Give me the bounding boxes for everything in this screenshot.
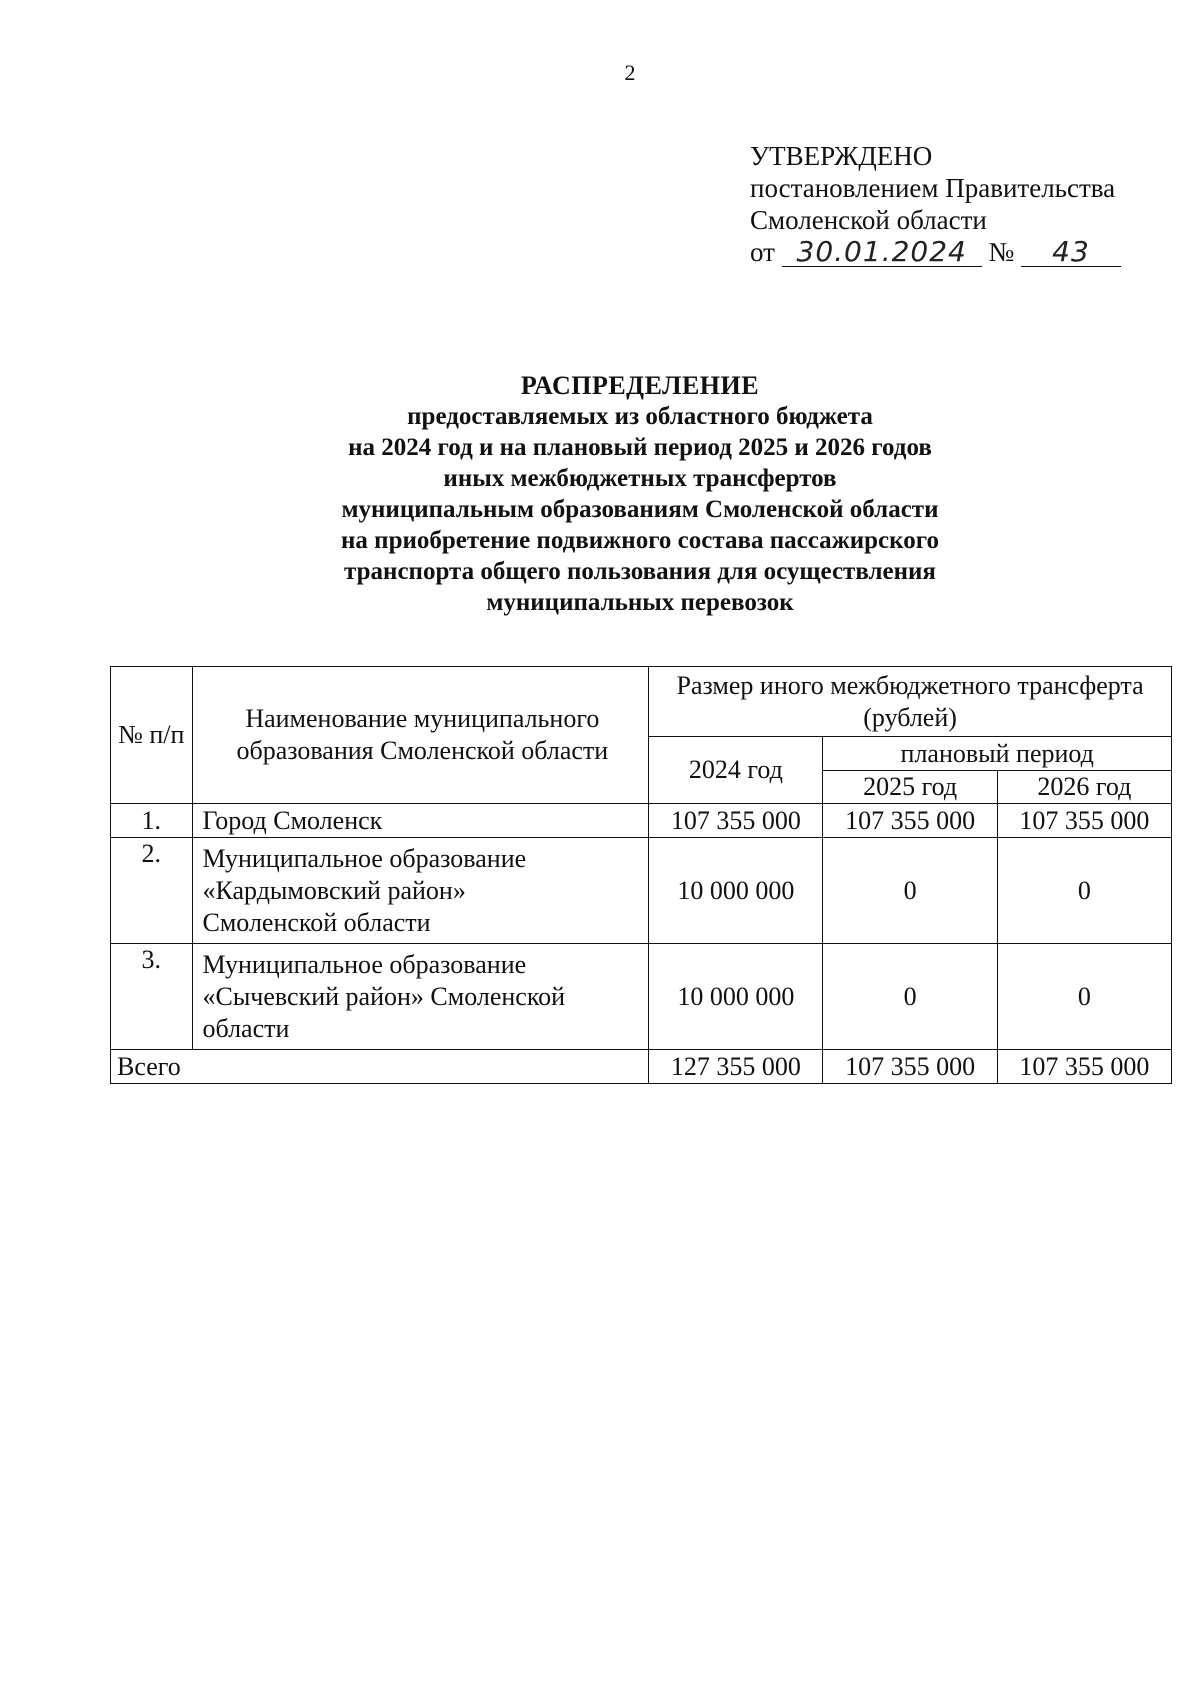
- row-name-line: «Сычевский район» Смоленской: [202, 981, 566, 1011]
- approval-stamp: [750, 140, 1121, 268]
- total-label: Всего: [111, 1050, 649, 1084]
- title-heading: РАСПРЕДЕЛЕНИЕ: [520, 371, 760, 400]
- row-name-line: области: [202, 1013, 290, 1043]
- title-line: иных межбюджетных трансфертов: [443, 465, 837, 492]
- title-line: муниципальных перевозок: [486, 589, 794, 616]
- title-line: на приобретение подвижного состава пассажирского: [341, 527, 939, 554]
- header-year-2026: 2026 год: [997, 771, 1171, 804]
- row-value-2024: 10 000 000: [649, 838, 823, 944]
- total-value-2026: 107 355 000: [997, 1050, 1171, 1084]
- row-value-2025: 0: [823, 838, 997, 944]
- row-name-line: Муниципальное образование: [202, 843, 527, 873]
- row-num: 1.: [111, 804, 193, 838]
- table-row: [111, 838, 1172, 944]
- row-name-line: «Кардымовский район»: [202, 875, 466, 905]
- row-value-2026: 0: [997, 838, 1171, 944]
- page-number: 2: [624, 60, 636, 85]
- total-row: [111, 1050, 1172, 1084]
- header-year-2024: 2024 год: [649, 737, 823, 804]
- row-value-2026: 0: [997, 944, 1171, 1050]
- approval-title: УТВЕРЖДЕНО: [750, 141, 933, 171]
- row-name-line: Муниципальное образование: [202, 949, 527, 979]
- row-value-2026: 107 355 000: [997, 804, 1171, 838]
- row-name-line: Смоленской области: [202, 907, 431, 937]
- table-row: [111, 944, 1172, 1050]
- title-line: на 2024 год и на плановый период 2025 и 2026 годов: [348, 434, 932, 461]
- header-planning-period: плановый период: [823, 737, 1172, 771]
- header-year-2025: 2025 год: [823, 771, 997, 804]
- title-line: транспорта общего пользования для осуществления: [344, 558, 936, 585]
- document-title: [280, 370, 1000, 618]
- date-prefix: от: [750, 237, 775, 267]
- row-name: [192, 804, 649, 838]
- total-value-2024: 127 355 000: [649, 1050, 823, 1084]
- distribution-table: [110, 666, 1172, 1084]
- row-value-2025: 0: [823, 944, 997, 1050]
- handwritten-number: 43: [1021, 238, 1121, 267]
- number-sign: №: [988, 237, 1015, 267]
- approval-date-line: [750, 236, 1121, 268]
- row-num: 3.: [111, 944, 193, 1050]
- approval-line-2: постановлением Правительства: [750, 173, 1116, 203]
- row-name: [192, 838, 649, 944]
- row-name: [192, 944, 649, 1050]
- title-line: муниципальным образованиям Смоленской области: [341, 496, 939, 523]
- handwritten-date: 30.01.2024: [782, 238, 982, 267]
- approval-line-3: Смоленской области: [750, 205, 987, 235]
- header-name: Наименование муниципального образования Смоленской области: [192, 667, 649, 804]
- row-value-2025: 107 355 000: [823, 804, 997, 838]
- row-value-2024: 10 000 000: [649, 944, 823, 1050]
- header-row: [111, 667, 1172, 737]
- total-value-2025: 107 355 000: [823, 1050, 997, 1084]
- row-num: 2.: [111, 838, 193, 944]
- table-row: [111, 804, 1172, 838]
- title-line: предоставляемых из областного бюджета: [407, 403, 873, 430]
- header-amount: Размер иного межбюджетного трансферта (рублей): [649, 667, 1172, 737]
- row-name-line: Город Смоленск: [202, 805, 383, 835]
- row-value-2024: 107 355 000: [649, 804, 823, 838]
- header-num: № п/п: [111, 667, 193, 804]
